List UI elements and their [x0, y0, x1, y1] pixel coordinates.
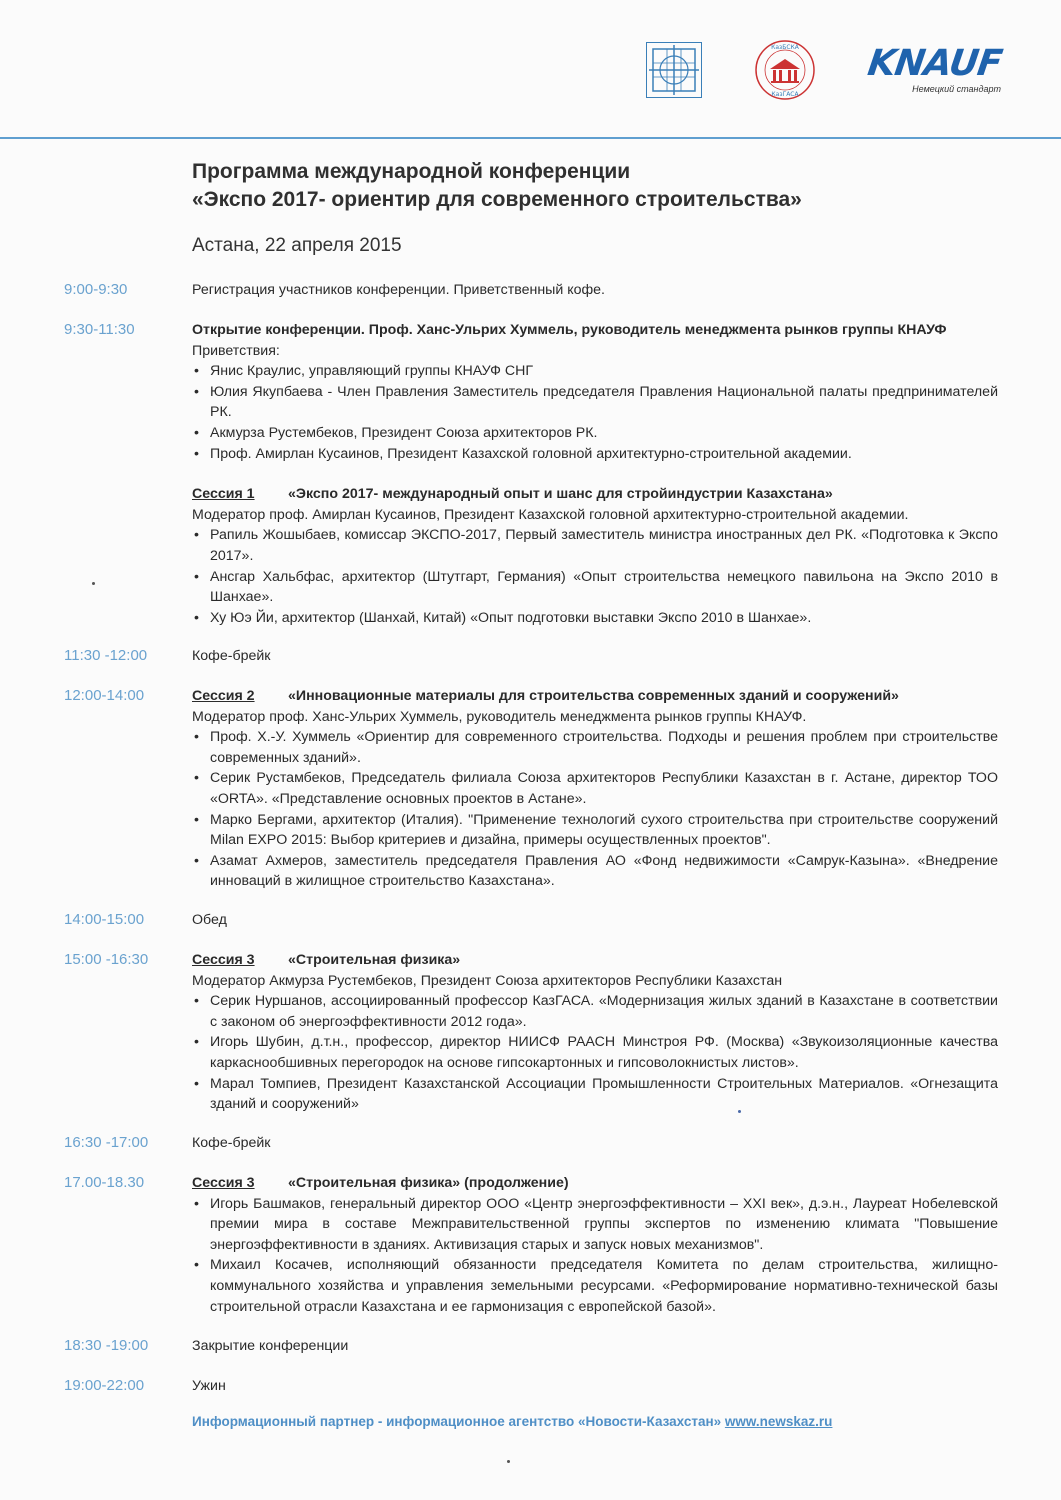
opening-heading: Открытие конференции. Проф. Ханс-Ульрих Хуммель, руководитель менеджмента рынков группы КНАУФ [192, 322, 947, 338]
session-1-list [192, 525, 998, 628]
title-line-2: «Экспо 2017- ориентир для современного строительства» [192, 188, 802, 211]
list-item: • Михаил Косачев, исполняющий обязанности председателя Комитета по делам строительства, жилищно-коммунального хозяйства и управления земельными ресурсами. «Реформирование нормативно-технической базы строительной отрасли Казахстана и ее гармонизация с европейской базой». [192, 1255, 998, 1317]
session-2-list [192, 727, 998, 892]
list-item: • Ху Юэ Йи, архитектор (Шанхай, Китай) «Опыт подготовки выставки Экспо 2010 в Шанхае». [192, 608, 998, 629]
newskaz-link[interactable]: www.newskaz.ru [724, 1414, 833, 1429]
knauf-brand: KNAUF [865, 43, 1004, 84]
list-item: • Серик Нуршанов, ассоциированный профессор КазГАСА. «Модернизация жилых зданий в Казахстане в соответствии с законом об энергоэффективности 2012 года». [192, 991, 998, 1032]
title-line-1: Программа международной конференции [192, 160, 631, 183]
time-slot: 15:00 -16:30 [64, 951, 149, 968]
time-slot: 9:30-11:30 [64, 321, 135, 338]
list-item: • Марал Томпиев, Президент Казахстанской Ассоциации Промышленности Строительных Материалов. «Огнезащита зданий и сооружений» [192, 1074, 998, 1115]
session-title: «Инновационные материалы для строительства современных зданий и сооружений» [288, 688, 899, 704]
session-moderator: Модератор проф. Ханс-Ульрих Хуммель, руководитель менеджмента рынков группы КНАУФ. [192, 708, 807, 725]
kaz-logo-text-bottom: КазГАСА [771, 91, 799, 98]
grid-cross-logo [646, 42, 702, 98]
scan-speck [507, 1460, 510, 1463]
session-title: «Строительная физика» (продолжение) [288, 1175, 569, 1191]
time-slot: 16:30 -17:00 [64, 1134, 149, 1151]
list-item: • Янис Краулис, управляющий группы КНАУФ СНГ [192, 361, 998, 382]
greetings-list [192, 361, 998, 464]
footer-text: Информационный партнер - информационное агентство «Новости-Казахстан» [192, 1414, 725, 1429]
time-slot: 11:30 -12:00 [64, 647, 148, 664]
list-item: • Игорь Башмаков, генеральный директор ООО «Центр энергоэффективности – XXI век», д.э.н., Лауреат Нобелевской премии мира в составе Межправительственной группы экспертов по изменению климата "Повышение энергоэффективности в зданиях. Активизация старых и запуск новых механизмов". [192, 1194, 998, 1256]
session-3-list [192, 991, 998, 1115]
agenda-text: Обед [192, 912, 227, 928]
time-slot: 14:00-15:00 [64, 911, 145, 928]
session-label: Сессия 3 [192, 952, 255, 968]
scan-speck [92, 582, 95, 585]
kazgasa-emblem-logo [754, 39, 816, 101]
session-label: Сессия 1 [192, 486, 255, 503]
session-title: «Экспо 2017- международный опыт и шанс для стройиндустрии Казахстана» [288, 486, 833, 503]
knauf-logo [865, 43, 1004, 94]
greetings-label: Приветствия: [192, 342, 280, 359]
event-date: Астана, 22 апреля 2015 [192, 235, 402, 256]
session-moderator: Модератор проф. Амирлан Кусаинов, Президент Казахской головной архитектурно-строительной академии. [192, 506, 909, 523]
list-item: • Марко Бергами, архитектор (Италия). "Применение технологий сухого строительства при строительстве сооружений Milan EXPO 2015: Выбор критериев и дизайна, примеры осуществленных проектов". [192, 810, 998, 851]
agenda-text: Закрытие конференции [192, 1338, 349, 1354]
session-title: «Строительная физика» [288, 952, 461, 968]
list-item: • Юлия Якупбаева - Член Правления Заместитель председателя Правления Национальной палаты предпринимателей РК. [192, 382, 998, 423]
document-title [192, 158, 802, 214]
time-slot: 9:00-9:30 [64, 281, 128, 298]
session-3-cont-heading [192, 1173, 998, 1194]
kaz-logo-text-top: КазБСКА [771, 44, 799, 51]
session-3-heading [192, 950, 998, 971]
time-slot: 12:00-14:00 [64, 687, 145, 704]
list-item: • Ансгар Хальбфас, архитектор (Штутгарт, Германия) «Опыт строительства немецкого павильона на Экспо 2010 в Шанхае». [192, 567, 998, 608]
list-item: • Проф. Амирлан Кусаинов, Президент Казахской головной архитектурно-строительной академии. [192, 444, 998, 465]
agenda-text: Кофе-брейк [192, 1135, 271, 1151]
agenda-text: Ужин [192, 1378, 226, 1394]
session-moderator: Модератор Акмурза Рустембеков, Президент Союза архитекторов Республики Казахстан [192, 972, 783, 989]
list-item: • Азамат Ахмеров, заместитель председателя Правления АО «Фонд недвижимости «Самрук-Казына». «Внедрение инноваций в жилищное строительство Казахстана». [192, 851, 998, 892]
list-item: • Акмурза Рустембеков, Президент Союза архитекторов РК. [192, 423, 998, 444]
time-slot: 18:30 -19:00 [64, 1337, 149, 1354]
list-item: • Серик Рустамбеков, Председатель филиала Союза архитекторов Республики Казахстан в г. Астане, директор ТОО «ORTA». «Представление основных проектов в Астане». [192, 768, 998, 809]
logo-bar [646, 35, 1004, 105]
time-slot: 17.00-18.30 [64, 1174, 145, 1191]
session-label: Сессия 3 [192, 1175, 255, 1191]
list-item: • Рапиль Жошыбаев, комиссар ЭКСПО-2017, Первый заместитель министра иностранных дел РК. «Подготовка к Экспо 2017». [192, 525, 998, 566]
list-item: • Проф. Х.-У. Хуммель «Ориентир для современного строительства. Подходы и решения проблем при строительстве современных зданий». [192, 727, 998, 768]
agenda-text: Регистрация участников конференции. Приветственный кофе. [192, 282, 605, 298]
knauf-tagline: Немецкий стандарт [912, 84, 1001, 94]
scan-speck [738, 1110, 741, 1113]
session-2-heading [192, 686, 998, 707]
list-item: • Игорь Шубин, д.т.н., профессор, директор НИИСФ РААСН Минстроя РФ. (Москва) «Звукоизоляционные качества каркаснообшивных перегородок на основе гипсокартонных и гипсоволокнистых листов». [192, 1032, 998, 1073]
time-slot: 19:00-22:00 [64, 1377, 145, 1394]
session-label: Сессия 2 [192, 688, 255, 704]
info-partner-footer [192, 1414, 832, 1429]
agenda-text: Кофе-брейк [192, 648, 271, 664]
header-divider [0, 137, 1061, 139]
session-3-cont-list [192, 1194, 998, 1318]
session-1-heading [192, 484, 998, 505]
